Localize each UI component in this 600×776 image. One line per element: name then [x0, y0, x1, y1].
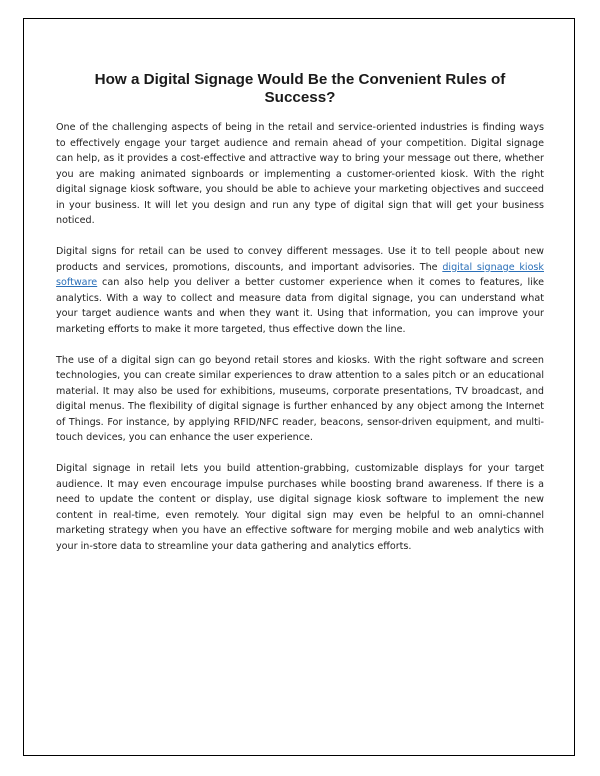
document-page: [23, 18, 575, 756]
paragraph-4: Digital signage in retail lets you build attention-grabbing, customizable displays for your target audience. It may even encourage impulse purchases while boosting brand awareness. If there is a need to update the content or display, use digital signage kiosk software to implement the new content in real-time, even remotely. Your digital sign may even be helpful to an omni-channel marketing strategy when you have an effective software for merging mobile and web analytics with your in-store data to streamline your data gathering and analytics efforts.: [56, 463, 544, 552]
paragraph-2: [56, 244, 544, 337]
document-body: [56, 120, 544, 570]
paragraph-2-text-end: can also help you deliver a better customer experience when it comes to features, like analytics. With a way to collect and measure data from digital signage, you can understand what your target audience wants and when they want it. Using that information, you can improve your marketing efforts to make it more targeted, thus effective down the line.: [56, 277, 544, 335]
paragraph-1: One of the challenging aspects of being in the retail and service-oriented industries is finding ways to effectively engage your target audience and remain ahead of your competition. Digital signage can help, as it provides a cost-effective and attractive way to bring your message out there, whether you are making animated signboards or implementing a customer-oriented kiosk. With the right digital signage kiosk software, you should be able to achieve your marketing objectives and succeed in your business. It will let you design and run any type of digital sign that will get your business noticed.: [56, 122, 544, 226]
paragraph-2-text-start: Digital signs for retail can be used to convey different messages. Use it to tell people about new products and services, promotions, discounts, and important advisories. The: [56, 246, 544, 273]
document-title: How a Digital Signage Would Be the Convenient Rules of Success?: [94, 71, 506, 106]
paragraph-3: The use of a digital sign can go beyond retail stores and kiosks. With the right software and screen technologies, you can create similar experiences to draw attention to a sales pitch or an educational material. It may also be used for exhibitions, museums, corporate presentations, TV broadcast, and digital menus. The flexibility of digital signage is further enhanced by any object among the Internet of Things. For instance, by applying RFID/NFC reader, beacons, sensor-driven equipment, and multi-touch devices, you can enhance the user experience.: [56, 354, 544, 443]
digital-signage-kiosk-software-link[interactable]: digital signage kiosk software: [56, 261, 544, 288]
